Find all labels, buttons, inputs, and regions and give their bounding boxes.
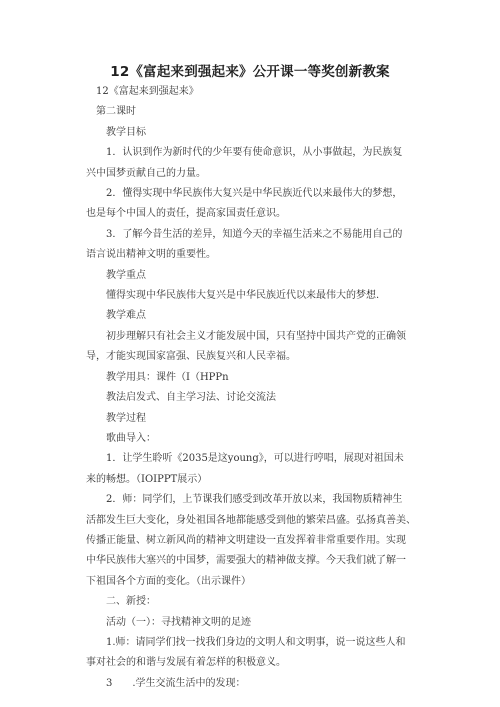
paragraph-line: 活动（一）：寻找精神文明的足迹 (106, 616, 251, 628)
paragraph-line: 教法启发式、自主学习法、讨论交流法 (106, 392, 276, 404)
paragraph-line: 懂得实现中华民族伟大复兴是中华民族近代以来最伟大的梦想. (106, 290, 380, 302)
paragraph-line: 语言说出精神文明的重要性。 (86, 249, 216, 261)
paragraph-line: 3．了解今昔生活的差异，知道今天的幸福生活来之不易能用自己的 (106, 228, 403, 240)
paragraph-line: 1．认识到作为新时代的少年要有使命意识，从小事做起，为民族复 (106, 147, 403, 159)
paragraph-line: 中华民族伟大塞兴的中国梦，需要强大的精神做支撑。今天我们就了解一 (86, 555, 406, 567)
paragraph-line: 教学难点 (106, 310, 146, 322)
paragraph-line: 教学用具：课件（I（HPPn (106, 371, 229, 383)
paragraph-line: 教学重点 (106, 269, 146, 281)
paragraph-line: 12《富起来到强起来》 (96, 86, 199, 97)
paragraph-line: 1.师：请同学们找一找我们身边的文明人和文明事，说一说这些人和 (106, 636, 406, 648)
paragraph-line: 二、新授： (106, 596, 156, 608)
paragraph-line: 来的畅想。（IOIPPT展示） (86, 473, 208, 485)
paragraph-line: 兴中国梦贡献自己的力量。 (86, 167, 206, 179)
paragraph-line: 1．让学生聆听《2035是这young》，可以进行哼唱，展现对祖国未 (106, 453, 404, 465)
paragraph-line: 也是每个中国人的责任，提高家国责任意识。 (86, 208, 286, 220)
paragraph-line: 下祖国各个方面的变化。（出示课件） (86, 575, 251, 587)
paragraph-line: 2．师：同学们，上节课我们感受到改革开放以来，我国物质精神生 (106, 494, 403, 506)
paragraph-line: 导，才能实现国家富强、民族复兴和人民幸福。 (86, 351, 296, 363)
document-title: 12《富起来到强起来》公开课一等奖创新教案 (110, 64, 390, 80)
paragraph-line: 教学过程 (106, 412, 146, 424)
paragraph-line: 歌曲导入： (106, 432, 156, 444)
paragraph-line: 第二课时 (96, 106, 136, 118)
paragraph-line: 传播正能量、树立新风尚的精神文明建设一直发挥着非常重要作用。实现 (86, 534, 406, 546)
paragraph-line: 3 .学生交流生活中的发现： (106, 677, 246, 689)
paragraph-line: 教学目标 (106, 126, 146, 138)
paragraph-line: 初步理解只有社会主义才能发展中国，只有坚持中国共产党的正确领 (106, 330, 406, 342)
document-body (86, 82, 426, 694)
paragraph-line: 事对社会的和谐与发展有着怎样的积极意义。 (86, 657, 286, 669)
paragraph-line: 活都发生巨大变化，身处祖国各地都能感受到他的繁荣昌盛。弘扬真善美、 (86, 514, 416, 526)
paragraph-line: 2．懂得实现中华民族伟大复兴是中华民族近代以来最伟大的梦想， (106, 188, 403, 200)
